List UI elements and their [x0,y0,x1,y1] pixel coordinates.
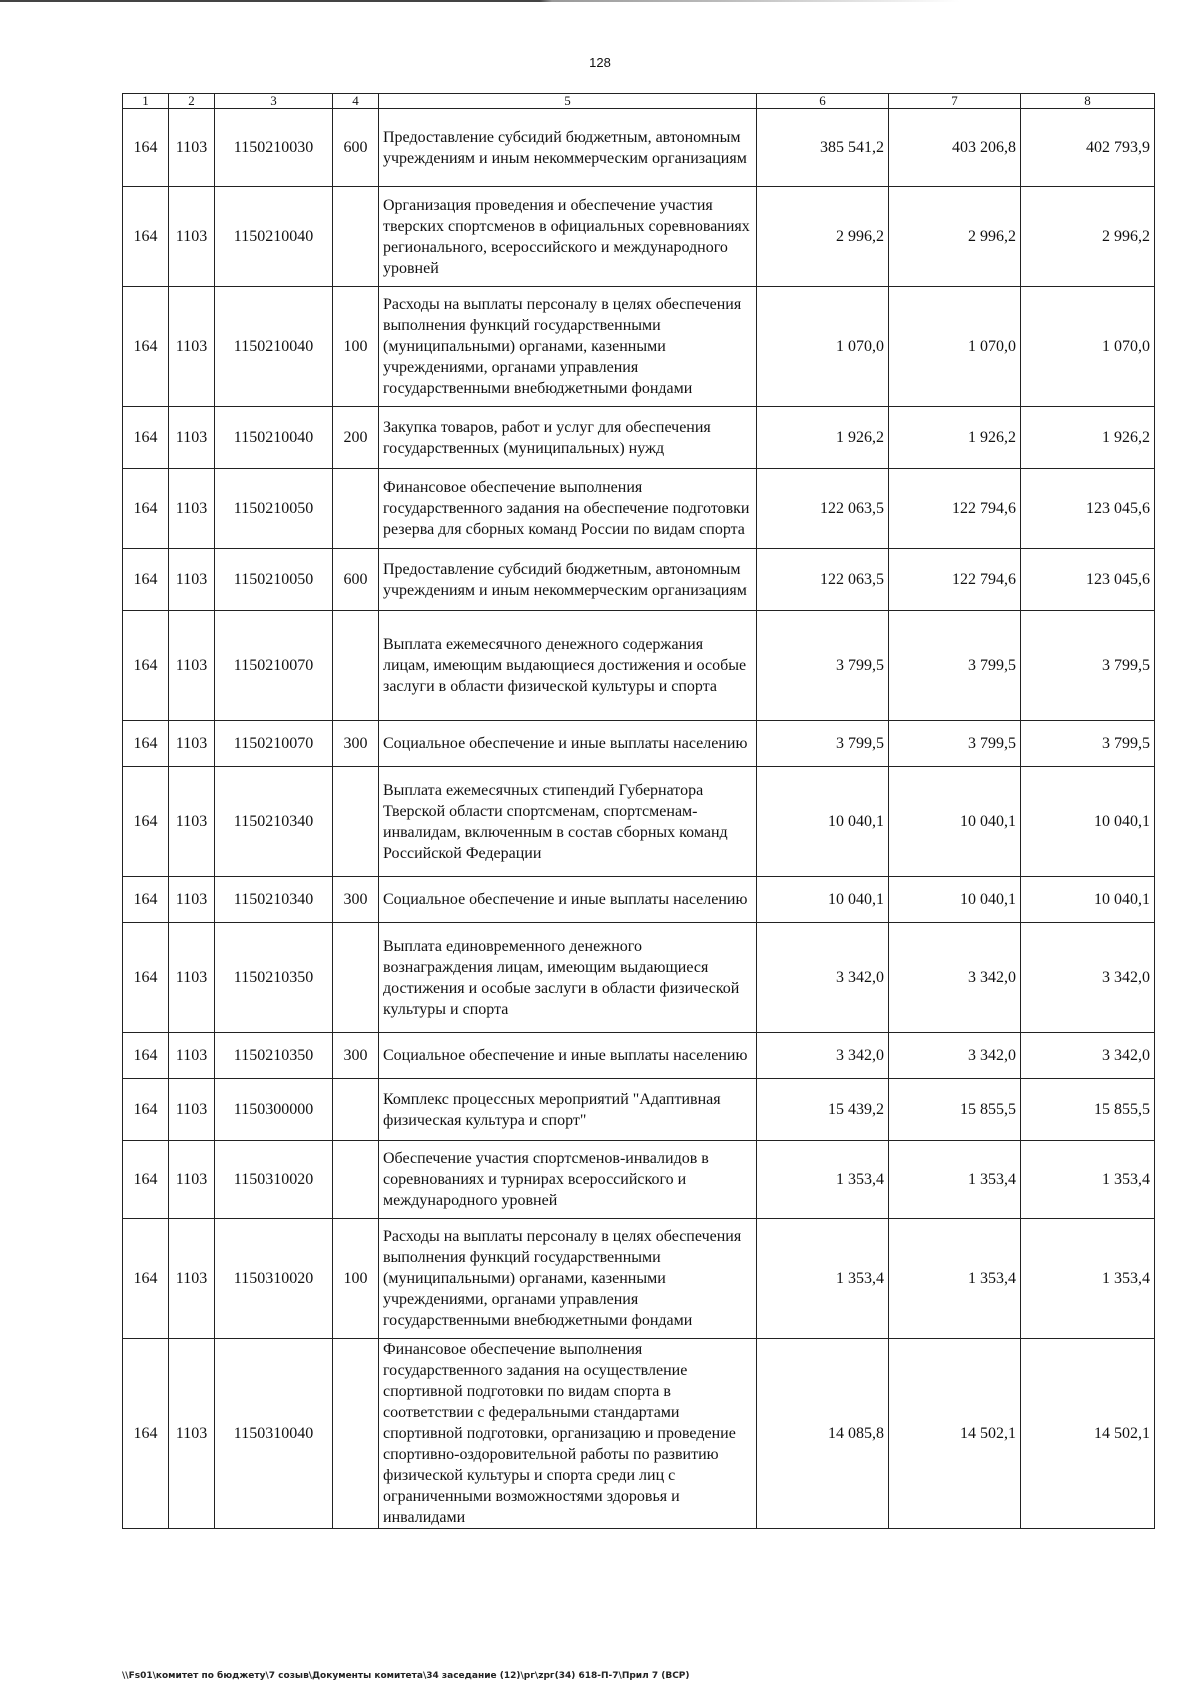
cell-description: Организация проведения и обеспечение участия тверских спортсменов в официальных соревнованиях регионального, всероссийского и международного уровней [379,187,757,287]
cell-target-article: 1150310020 [215,1219,333,1339]
column-header-1: 1 [123,94,169,109]
cell-amount-year-1: 15 439,2 [757,1079,889,1141]
table-row [123,1141,1155,1219]
cell-amount-year-1: 1 353,4 [757,1219,889,1339]
cell-description: Предоставление субсидий бюджетным, автономным учреждениям и иным некоммерческим организациям [379,549,757,611]
column-header-5: 5 [379,94,757,109]
cell-ministry-code: 164 [123,1219,169,1339]
cell-section-code: 1103 [169,407,215,469]
cell-amount-year-2: 10 040,1 [889,877,1021,923]
cell-target-article: 1150310020 [215,1141,333,1219]
cell-target-article: 1150210040 [215,287,333,407]
cell-section-code: 1103 [169,923,215,1033]
column-header-7: 7 [889,94,1021,109]
cell-amount-year-1: 1 926,2 [757,407,889,469]
cell-amount-year-2: 122 794,6 [889,469,1021,549]
column-header-2: 2 [169,94,215,109]
cell-amount-year-3: 1 353,4 [1021,1219,1155,1339]
cell-amount-year-1: 3 799,5 [757,611,889,721]
cell-target-article: 1150210050 [215,549,333,611]
cell-section-code: 1103 [169,109,215,187]
cell-amount-year-2: 3 799,5 [889,611,1021,721]
column-header-6: 6 [757,94,889,109]
table-body [123,109,1155,1529]
cell-section-code: 1103 [169,1141,215,1219]
cell-expense-type [333,1339,379,1529]
cell-target-article: 1150210070 [215,721,333,767]
cell-amount-year-2: 1 070,0 [889,287,1021,407]
cell-target-article: 1150210040 [215,407,333,469]
cell-section-code: 1103 [169,611,215,721]
budget-table [122,93,1155,1529]
cell-amount-year-2: 1 353,4 [889,1219,1021,1339]
cell-amount-year-3: 3 799,5 [1021,721,1155,767]
cell-ministry-code: 164 [123,1339,169,1529]
cell-amount-year-1: 1 353,4 [757,1141,889,1219]
cell-amount-year-3: 2 996,2 [1021,187,1155,287]
cell-amount-year-1: 3 799,5 [757,721,889,767]
cell-description: Финансовое обеспечение выполнения государственного задания на осуществление спортивной подготовки по видам спорта в соответствии с федеральными стандартами спортивной подготовки, организацию и проведение спортивно-оздоровительной работы по развитию физической культуры и спорта среди лиц с ограниченными возможностями здоровья и инвалидами [379,1339,757,1529]
cell-section-code: 1103 [169,721,215,767]
table-row [123,287,1155,407]
cell-section-code: 1103 [169,549,215,611]
cell-section-code: 1103 [169,469,215,549]
column-header-4: 4 [333,94,379,109]
cell-amount-year-3: 10 040,1 [1021,877,1155,923]
cell-section-code: 1103 [169,767,215,877]
cell-expense-type [333,923,379,1033]
cell-amount-year-2: 2 996,2 [889,187,1021,287]
cell-target-article: 1150210040 [215,187,333,287]
table-row [123,877,1155,923]
cell-description: Социальное обеспечение и иные выплаты населению [379,877,757,923]
cell-description: Социальное обеспечение и иные выплаты населению [379,721,757,767]
cell-amount-year-2: 1 926,2 [889,407,1021,469]
cell-amount-year-1: 2 996,2 [757,187,889,287]
cell-description: Закупка товаров, работ и услуг для обеспечения государственных (муниципальных) нужд [379,407,757,469]
cell-ministry-code: 164 [123,877,169,923]
table-row [123,187,1155,287]
cell-target-article: 1150210340 [215,767,333,877]
cell-amount-year-3: 10 040,1 [1021,767,1155,877]
scan-edge-line [0,0,1200,2]
cell-amount-year-3: 1 926,2 [1021,407,1155,469]
cell-description: Обеспечение участия спортсменов-инвалидов в соревнованиях и турнирах всероссийского и международного уровней [379,1141,757,1219]
cell-description: Финансовое обеспечение выполнения государственного задания на обеспечение подготовки резерва для сборных команд России по видам спорта [379,469,757,549]
cell-amount-year-2: 14 502,1 [889,1339,1021,1529]
cell-description: Расходы на выплаты персоналу в целях обеспечения выполнения функций государственными (муниципальными) органами, казенными учреждениями, органами управления государственными внебюджетными фондами [379,287,757,407]
cell-amount-year-1: 122 063,5 [757,549,889,611]
cell-section-code: 1103 [169,1033,215,1079]
cell-ministry-code: 164 [123,1141,169,1219]
cell-expense-type: 300 [333,877,379,923]
cell-section-code: 1103 [169,187,215,287]
table-row [123,109,1155,187]
cell-amount-year-2: 10 040,1 [889,767,1021,877]
cell-expense-type: 300 [333,1033,379,1079]
cell-target-article: 1150300000 [215,1079,333,1141]
cell-expense-type [333,1079,379,1141]
table-row [123,611,1155,721]
cell-description: Расходы на выплаты персоналу в целях обеспечения выполнения функций государственными (муниципальными) органами, казенными учреждениями, органами управления государственными внебюджетными фондами [379,1219,757,1339]
cell-description: Выплата ежемесячного денежного содержания лицам, имеющим выдающиеся достижения и особые заслуги в области физической культуры и спорта [379,611,757,721]
cell-amount-year-3: 1 353,4 [1021,1141,1155,1219]
column-header-row [123,94,1155,109]
table-row [123,721,1155,767]
cell-description: Комплекс процессных мероприятий "Адаптивная физическая культура и спорт" [379,1079,757,1141]
cell-amount-year-3: 1 070,0 [1021,287,1155,407]
cell-amount-year-1: 10 040,1 [757,767,889,877]
cell-target-article: 1150210350 [215,923,333,1033]
cell-amount-year-2: 3 799,5 [889,721,1021,767]
cell-ministry-code: 164 [123,109,169,187]
cell-amount-year-1: 3 342,0 [757,923,889,1033]
cell-expense-type: 600 [333,109,379,187]
cell-description: Выплата единовременного денежного вознаграждения лицам, имеющим выдающиеся достижения и особые заслуги в области физической культуры и спорта [379,923,757,1033]
cell-ministry-code: 164 [123,407,169,469]
cell-amount-year-1: 3 342,0 [757,1033,889,1079]
table-row [123,1219,1155,1339]
cell-ministry-code: 164 [123,469,169,549]
cell-target-article: 1150210070 [215,611,333,721]
cell-target-article: 1150210350 [215,1033,333,1079]
cell-amount-year-1: 122 063,5 [757,469,889,549]
cell-section-code: 1103 [169,877,215,923]
table-row [123,549,1155,611]
cell-amount-year-3: 3 342,0 [1021,1033,1155,1079]
cell-expense-type: 100 [333,287,379,407]
cell-expense-type [333,469,379,549]
cell-amount-year-3: 3 342,0 [1021,923,1155,1033]
cell-expense-type [333,767,379,877]
cell-amount-year-2: 3 342,0 [889,923,1021,1033]
cell-target-article: 1150310040 [215,1339,333,1529]
cell-ministry-code: 164 [123,767,169,877]
cell-expense-type [333,1141,379,1219]
cell-description: Предоставление субсидий бюджетным, автономным учреждениям и иным некоммерческим организациям [379,109,757,187]
file-path-footer: \\Fs01\комитет по бюджету\7 созыв\Документы комитета\34 заседание (12)\рг\zрг(34) 618-П-7\Прил 7 (ВСР) [122,1671,690,1681]
page-number: 128 [589,55,611,70]
cell-ministry-code: 164 [123,187,169,287]
column-header-8: 8 [1021,94,1155,109]
cell-amount-year-2: 122 794,6 [889,549,1021,611]
cell-amount-year-2: 15 855,5 [889,1079,1021,1141]
table-row [123,767,1155,877]
cell-target-article: 1150210340 [215,877,333,923]
table-row [123,469,1155,549]
cell-amount-year-3: 15 855,5 [1021,1079,1155,1141]
table-row [123,407,1155,469]
cell-description: Социальное обеспечение и иные выплаты населению [379,1033,757,1079]
cell-amount-year-3: 14 502,1 [1021,1339,1155,1529]
cell-target-article: 1150210050 [215,469,333,549]
cell-section-code: 1103 [169,1079,215,1141]
cell-section-code: 1103 [169,1339,215,1529]
cell-amount-year-1: 1 070,0 [757,287,889,407]
cell-ministry-code: 164 [123,549,169,611]
cell-ministry-code: 164 [123,1079,169,1141]
cell-amount-year-2: 3 342,0 [889,1033,1021,1079]
cell-section-code: 1103 [169,287,215,407]
cell-amount-year-3: 3 799,5 [1021,611,1155,721]
cell-amount-year-1: 14 085,8 [757,1339,889,1529]
cell-expense-type: 100 [333,1219,379,1339]
cell-ministry-code: 164 [123,721,169,767]
cell-amount-year-3: 402 793,9 [1021,109,1155,187]
table-row [123,1079,1155,1141]
cell-description: Выплата ежемесячных стипендий Губернатора Тверской области спортсменам, спортсменам-инвалидам, включенным в состав сборных команд Российской Федерации [379,767,757,877]
cell-amount-year-1: 385 541,2 [757,109,889,187]
cell-ministry-code: 164 [123,1033,169,1079]
cell-expense-type: 200 [333,407,379,469]
table-row [123,1339,1155,1529]
cell-ministry-code: 164 [123,611,169,721]
cell-amount-year-2: 403 206,8 [889,109,1021,187]
cell-amount-year-1: 10 040,1 [757,877,889,923]
cell-expense-type [333,187,379,287]
cell-expense-type: 600 [333,549,379,611]
column-header-3: 3 [215,94,333,109]
cell-expense-type [333,611,379,721]
table-row [123,923,1155,1033]
cell-amount-year-3: 123 045,6 [1021,549,1155,611]
cell-amount-year-2: 1 353,4 [889,1141,1021,1219]
cell-expense-type: 300 [333,721,379,767]
cell-ministry-code: 164 [123,287,169,407]
cell-section-code: 1103 [169,1219,215,1339]
cell-amount-year-3: 123 045,6 [1021,469,1155,549]
table-row [123,1033,1155,1079]
cell-ministry-code: 164 [123,923,169,1033]
cell-target-article: 1150210030 [215,109,333,187]
